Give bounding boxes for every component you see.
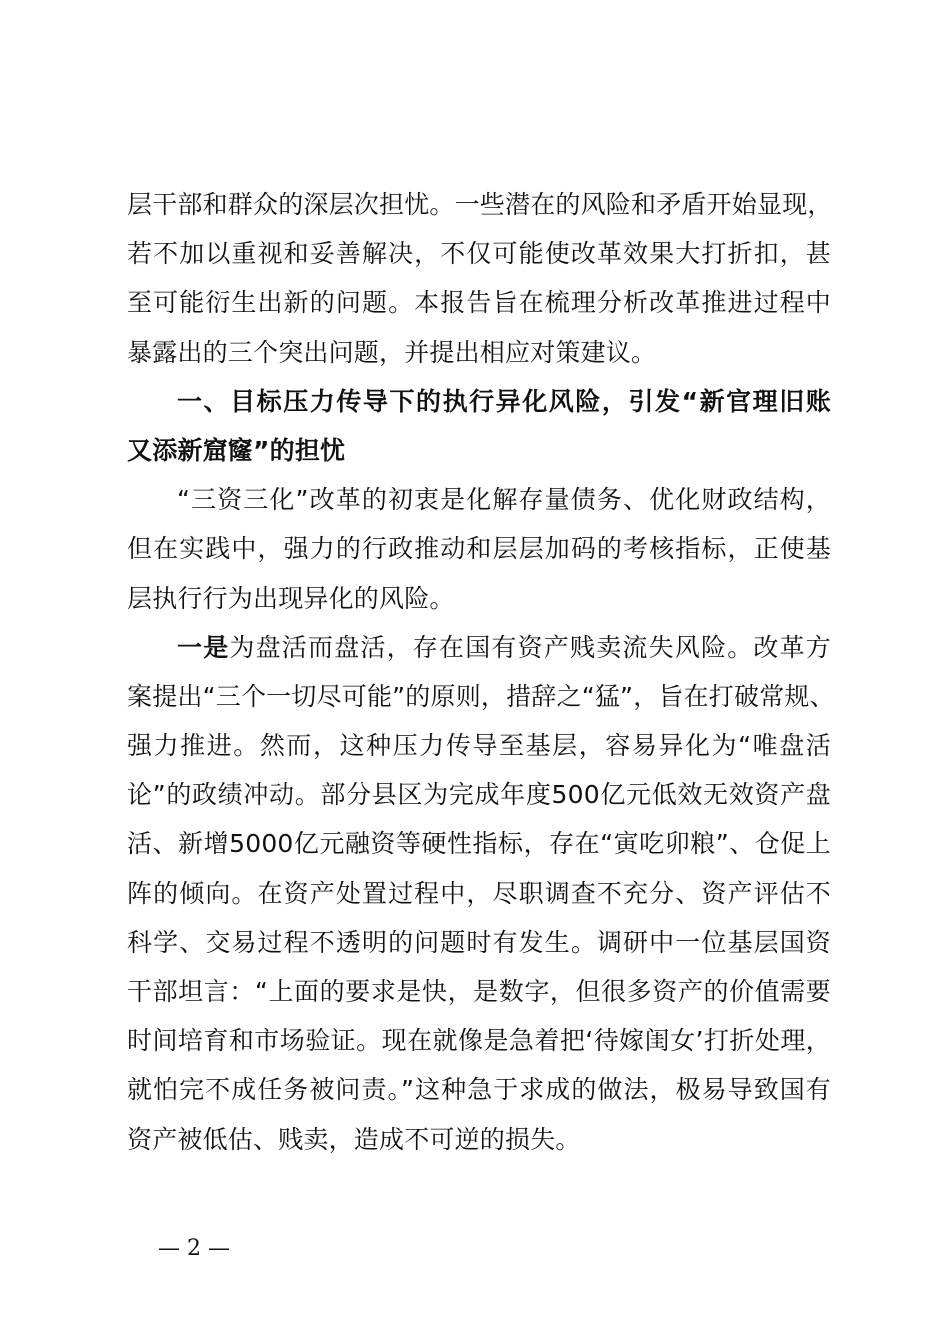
paragraph-2-line-7: 科学、交易过程不透明的问题时有发生。调研中一位基层国资 [127,927,831,957]
paragraph-2-line-4: 论”的政绩冲动。部分县区为完成年度500亿元低效无效资产盘 [127,780,831,810]
body-text [127,180,835,1164]
paragraph-2-line-3: 强力推进。然而，这种压力传导至基层，容易异化为“唯盘活 [127,731,831,761]
paragraph-2-line-5: 活、新增5000亿元融资等硬性指标，存在“寅吃卯粮”、仓促上 [127,829,831,859]
paragraph-2 [127,623,835,1164]
paragraph-2-line-2: 案提出“三个一切尽可能”的原则，措辞之“猛”，旨在打破常规、 [127,681,835,711]
paragraph-2-line-6: 阵的倾向。在资产处置过程中，尽职调查不充分、资产评估不 [127,878,831,908]
paragraph-2-line-10: 就怕完不成任务被问责。”这种急于求成的做法，极易导致国有 [127,1075,831,1105]
section-heading [127,377,831,475]
paragraph-2-line-11: 资产被低估、贱卖，造成不可逆的损失。 [127,1124,581,1154]
paragraph-2-line-8: 干部坦言：“上面的要求是快，是数字，但很多资产的价值需要 [127,977,831,1006]
paragraph-2-lead: 一是 [177,632,230,662]
intro-line-2: 若不加以重视和妥善解决，不仅可能使改革效果大打折扣，甚 [127,239,831,269]
section-heading-line-2: 又添新窟窿”的担忧 [127,435,346,465]
page-number: — 2 — [158,1236,230,1261]
paragraph-1 [127,475,831,623]
paragraph-2-line-1 [127,623,831,672]
section-heading-line-1: 一、目标压力传导下的执行异化风险，引发“新官理旧账 [177,386,831,416]
intro-paragraph [127,180,831,377]
paragraph-2-first-line-rest: 为盘活而盘活，存在国有资产贱卖流失风险。改革方 [229,632,831,662]
paragraph-1-line-3: 层执行行为出现异化的风险。 [127,583,455,613]
intro-line-1: 层干部和群众的深层次担忧。一些潜在的风险和矛盾开始显现， [127,190,833,219]
intro-line-3: 至可能衍生出新的问题。本报告旨在梳理分析改革推进过程中 [127,288,831,318]
intro-line-4: 暴露出的三个突出问题，并提出相应对策建议。 [127,337,657,367]
paragraph-1-line-1: “三资三化”改革的初衷是化解存量债务、优化财政结构， [177,485,831,515]
paragraph-2-line-9: 时间培育和市场验证。现在就像是急着把‘待嫁闺女’打折处理， [127,1026,831,1056]
paragraph-1-line-2: 但在实践中，强力的行政推动和层层加码的考核指标，正使基 [127,534,831,564]
